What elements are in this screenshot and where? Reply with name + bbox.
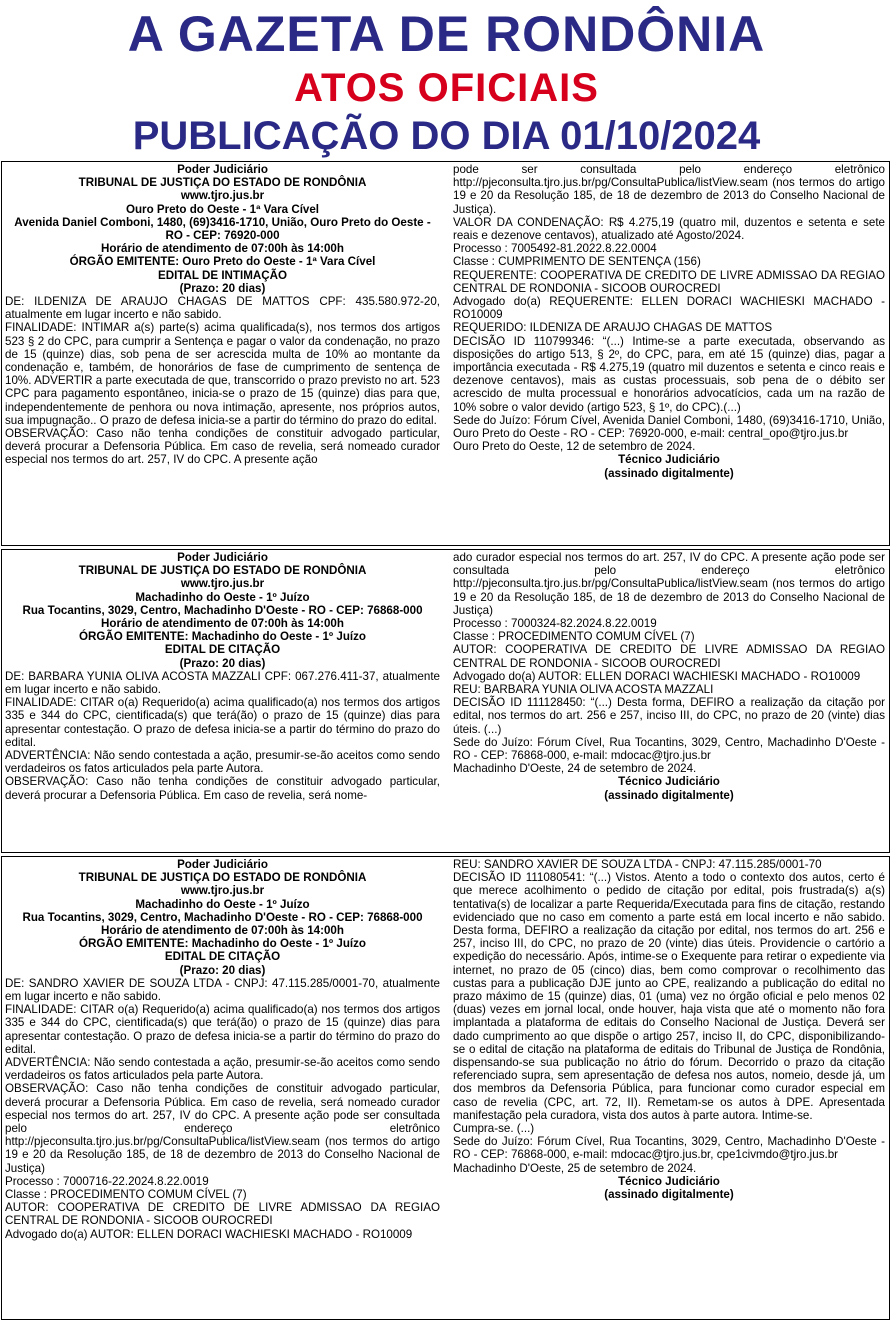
header-line: TRIBUNAL DE JUSTIÇA DO ESTADO DE RONDÔNIA [78,564,367,578]
body-paragraph: DE: BARBARA YUNIA OLIVA ACOSTA MAZZALI CPF: 067.276.411-37, atualmente em lugar incerto e não sabido. [5,669,440,697]
header-line: TRIBUNAL DE JUSTIÇA DO ESTADO DE RONDÔNIA [78,871,367,885]
edict-citacao-sandro [1,856,890,1320]
court-address: Sede do Juízo: Fórum Cível, Rua Tocantins, 3029, Centro, Machadinho D'Oeste - RO - CEP: 76868-000, e-mail: mdocac@tjro.jus.br [453,735,885,763]
body-paragraph: FINALIDADE: CITAR o(a) Requerido(a) acima qualificado(a) nos termos dos artigos 335 e 344 do CPC, cientificada(s) que terá(ão) o prazo de 15 (quinze) dias para apresentar contestação. O prazo de defesa inicia-se a partir do término do prazo do edital. [5,1003,440,1056]
process-number: Processo : 7000716-22.2024.8.22.0019 [5,1174,209,1188]
right-column [453,163,885,544]
body-paragraph: Advogado do(a) AUTOR: ELLEN DORACI WACHIESKI MACHADO - RO10009 [5,1227,413,1241]
body-paragraph: pode ser consultada pelo endereço eletrônico http://pjeconsulta.tjro.jus.br/pg/ConsultaPublica/listView.seam (nos termos do artigo 19 e 20 da Resolução 185, de 18 de dezembro de 2013 do Conselho Nacional de Justiça). [453,163,885,216]
header-line: Machadinho do Oeste - 1º Juízo [135,590,310,604]
body-paragraph: AUTOR: COOPERATIVA DE CREDITO DE LIVRE ADMISSAO DA REGIAO CENTRAL DE RONDONIA - SICOOB OUROCREDI [453,643,885,670]
body-paragraph: OBSERVAÇÃO: Caso não tenha condições de constituir advogado particular, deverá procurar a Defensoria Pública. Em caso de revelia, será nome- [5,775,440,802]
body-paragraph: REQUERENTE: COOPERATIVA DE CREDITO DE LIVRE ADMISSAO DA REGIAO CENTRAL DE RONDONIA - SICOOB OUROCREDI [453,268,885,295]
decision-text: DECISÃO ID 111128450: “(...) Desta forma, DEFIRO a realização da citação por edital, nos termos do art. 256 e 257, inciso III, do CPC, no prazo de 20 (vinte) dias úteis. (...) [453,696,885,736]
header-line: ÓRGÃO EMITENTE: Machadinho do Oeste - 1º Juízo [78,630,366,644]
deadline: (Prazo: 20 dias) [179,656,266,670]
date-line: Machadinho D'Oeste, 24 de setembro de 2024. [453,762,697,776]
header-line: ÓRGÃO EMITENTE: Machadinho do Oeste - 1º Juízo [78,937,366,951]
header-line: Ouro Preto do Oeste - 1ª Vara Cível [125,202,320,216]
edict-type: EDITAL DE CITAÇÃO [164,643,281,657]
deadline: (Prazo: 20 dias) [179,281,266,295]
deadline: (Prazo: 20 dias) [179,963,266,977]
signature-note: (assinado digitalmente) [604,1188,734,1202]
court-address: Sede do Juízo: Fórum Cível, Rua Tocantins, 3029, Centro, Machadinho D'Oeste - RO - CEP: 76868-000, e-mail: mdocac@tjro.jus.br, cpe1civmdo@tjro.jus.br [453,1135,885,1162]
header-line: Avenida Daniel Comboni, 1480, (69)3416-1710, União, Ouro Preto do Oeste - RO - CEP: 76920-000 [14,215,431,243]
newspaper-title: A GAZETA DE RONDÔNIA [127,6,766,62]
body-paragraph: VALOR DA CONDENAÇÃO: R$ 4.275,19 (quatro mil, duzentos e setenta e sete reais e dezenove centavos), atualizado até Agosto/2024. [453,215,885,243]
right-column [453,551,885,851]
header-line: Horário de atendimento de 07:00h às 14:00h [101,242,344,256]
edict-type: EDITAL DE CITAÇÃO [164,950,281,964]
body-paragraph: REQUERIDO: ILDENIZA DE ARAUJO CHAGAS DE MATTOS [453,321,773,335]
left-column [5,858,440,1318]
header-line: Poder Judiciário [177,163,268,176]
process-class: Classe : PROCEDIMENTO COMUM CÍVEL (7) [453,630,695,644]
signature-title: Técnico Judiciário [618,453,720,467]
body-paragraph: FINALIDADE: CITAR o(a) Requerido(a) acima qualificado(a) nos termos dos artigos 335 e 344 do CPC, cientificada(s) que terá(ão) o prazo de 15 (quinze) dias para apresentar contestação. O prazo de defesa inicia-se a partir do término do prazo do edital. [5,696,440,749]
date-line: Machadinho D'Oeste, 25 de setembro de 2024. [453,1161,697,1175]
signature-note: (assinado digitalmente) [604,466,734,480]
body-paragraph: DE: ILDENIZA DE ARAUJO CHAGAS DE MATTOS CPF: 435.580.972-20, atualmente em lugar incerto e não sabido. [5,295,440,322]
court-address: Sede do Juízo: Fórum Cível, Avenida Daniel Comboni, 1480, (69)3416-1710, União, Ouro Preto do Oeste - RO - CEP: 76920-000, e-mail: central_opo@tjro.jus.br [453,413,885,441]
header-line: Rua Tocantins, 3029, Centro, Machadinho D'Oeste - RO - CEP: 76868-000 [22,910,423,924]
body-paragraph: AUTOR: COOPERATIVA DE CREDITO DE LIVRE ADMISSAO DA REGIAO CENTRAL DE RONDONIA - SICOOB OUROCREDI [5,1201,440,1228]
body-paragraph: ADVERTÊNCIA: Não sendo contestada a ação, presumir-se-ão aceitos como sendo verdadeiros os fatos articulados pela parte Autora. [5,749,440,776]
decision-text: DECISÃO ID 111080541: “(...) Vistos. Atento a todo o contexto dos autos, certo é que merece acolhimento o pedido de citação por edital, pois frustrada(s) a(s) tentativa(s) de localizar a parte Requerida/Executada para fins de citação, restando evidenciado que no caso em comento a parte está em local incerto e não sabido. Desta forma, DEFIRO a realização da citação por edital, nos termos do art. 256 e 257, inciso III, do CPC, no prazo de 20 (vinte) dias úteis. Providencie o cartório a expedição do necessário. Após, intime-se o Exequente para retirar o expediente via internet, no prazo de 05 (cinco) dias, bem como comprovar o recolhimento das custas para a publicação DJE junto ao CPE, realizando a publicação do edital no prazo máximo de 15 (quinze) dias, 01 (uma) vez no órgão oficial e pelo menos 02 (duas) vezes em jornal local, onde houver, haja vista que até o momento não fora implantada a plataforma de editais do Conselho Nacional de Justiça. Deverá ser dado cumprimento ao que dispõe o artigo 257, inciso II, do CPC, disponibilizando-se o edital de citação na plataforma de editais do Tribunal de Justiça de Rondônia, dispensando-se sua publicação no átrio do fórum. Decorrido o prazo da citação referenciado supra, sem apresentação de defesa nos autos, nomeio, desde já, um dos membros da Defensoria Pública, para funcionar como curador especial em caso de revelia (CPC, art. 72, II). Remetam-se os autos à DPE. Apresentada manifestação pela curadora, vista dos autos à parte autora. Intime-se. [453,871,885,1122]
header-line: ÓRGÃO EMITENTE: Ouro Preto do Oeste - 1ª Vara Cível [69,255,376,269]
date-line: Ouro Preto do Oeste, 12 de setembro de 2024. [453,440,696,454]
body-paragraph: OBSERVAÇÃO: Caso não tenha condições de constituir advogado particular, deverá procurar a Defensoria Pública. Em caso de revelia, será nomeado curador especial nos termos do art. 257, IV do CPC. A presente ação [5,427,440,467]
signature-title: Técnico Judiciário [618,775,720,789]
edict-citacao-barbara [1,549,890,853]
edict-type: EDITAL DE INTIMAÇÃO [157,268,288,282]
header-line: Horário de atendimento de 07:00h às 14:00h [101,924,344,938]
signature-title: Técnico Judiciário [618,1174,720,1188]
process-number: Processo : 7005492-81.2022.8.22.0004 [453,242,657,256]
header-line: Rua Tocantins, 3029, Centro, Machadinho D'Oeste - RO - CEP: 76868-000 [22,603,423,617]
header-line: Poder Judiciário [177,551,268,564]
header-line: www.tjro.jus.br [180,189,265,203]
header-line: www.tjro.jus.br [180,577,265,591]
body-paragraph: REU: SANDRO XAVIER DE SOUZA LTDA - CNPJ: 47.115.285/0001-70 [453,858,822,871]
header-line: Machadinho do Oeste - 1º Juízo [135,897,310,911]
edict-intimacao-ouro-preto [1,161,890,546]
left-column [5,551,440,851]
body-paragraph: ado curador especial nos termos do art. 257, IV do CPC. A presente ação pode ser consultada pelo endereço eletrônico http://pjeconsulta.tjro.jus.br/pg/ConsultaPublica/listView.seam (nos termos do artigo 19 e 20 da Resolução 185, de 18 de dezembro de 2013 do Conselho Nacional de Justiça) [453,551,885,617]
body-paragraph: Advogado do(a) REQUERENTE: ELLEN DORACI WACHIESKI MACHADO - RO10009 [453,295,885,322]
body-paragraph: REU: BARBARA YUNIA OLIVA ACOSTA MAZZALI [453,683,714,697]
body-paragraph: FINALIDADE: INTIMAR a(s) parte(s) acima qualificada(s), nos termos dos artigos 523 § 2 do CPC, para cumprir a Sentença e pagar o valor da condenação, no prazo de 15 (quinze) dias, sob pena de ser acrescida multa de 10% ao montante da condenação e, também, de honorários de fase de cumprimento de sentença de 10%. ADVERTIR a parte executada de que, transcorrido o prazo previsto no art. 523 CPC para pagamento espontâneo, inicia-se o prazo de 15 (quinze) dias para que, independentemente de penhora ou nova intimação, apresente, nos próprios autos, sua impugnação.. O prazo de defesa inicia-se a partir do término do prazo do edital. [5,321,440,427]
body-paragraph: OBSERVAÇÃO: Caso não tenha condições de constituir advogado particular, deverá procurar a Defensoria Pública. Em caso de revelia, será nomeado curador especial nos termos do art. 257, IV do CPC. A presente ação pode ser consultada pelo endereço eletrônico http://pjeconsulta.tjro.jus.br/pg/ConsultaPublica/listView.seam (nos termos do artigo 19 e 20 da Resolução 185, de 18 de dezembro de 2013 do Conselho Nacional de Justiça) [5,1082,440,1175]
header-line: www.tjro.jus.br [180,884,265,898]
section-title: ATOS OFICIAIS [294,66,599,110]
header-line: Poder Judiciário [177,858,268,871]
publication-date: PUBLICAÇÃO DO DIA 01/10/2024 [132,114,761,158]
body-paragraph: DE: SANDRO XAVIER DE SOUZA LTDA - CNPJ: 47.115.285/0001-70, atualmente em lugar incerto e não sabido. [5,976,440,1004]
signature-note: (assinado digitalmente) [604,788,734,802]
body-paragraph: Advogado do(a) AUTOR: ELLEN DORACI WACHIESKI MACHADO - RO10009 [453,669,861,683]
header-line: TRIBUNAL DE JUSTIÇA DO ESTADO DE RONDÔNIA [78,176,367,190]
header-line: Horário de atendimento de 07:00h às 14:00h [101,617,344,631]
decision-text: DECISÃO ID 110799346: “(...) Intime-se a parte executada, observando as disposições do artigo 513, § 2º, do CPC, para, em até 15 (quinze) dias, pagar a importância executada - R$ 4.275,19 (quatro mil duzentos e setenta e cinco reais e dezenove centavos), mais as custas processuais, sob pena de o débito ser acrescido de multa processual e honorários advocatícios, cada um na razão de 10% sobre o valor devido (artigo 523, § 1º, do CPC).(...) [453,334,885,414]
body-paragraph: ADVERTÊNCIA: Não sendo contestada a ação, presumir-se-ão aceitos como sendo verdadeiros os fatos articulados pela parte Autora. [5,1056,440,1083]
body-paragraph: Cumpra-se. (...) [453,1122,535,1136]
process-class: Classe : PROCEDIMENTO COMUM CÍVEL (7) [5,1188,247,1202]
process-class: Classe : CUMPRIMENTO DE SENTENÇA (156) [453,255,701,269]
left-column [5,163,440,544]
right-column [453,858,885,1318]
process-number: Processo : 7000324-82.2024.8.22.0019 [453,617,657,631]
